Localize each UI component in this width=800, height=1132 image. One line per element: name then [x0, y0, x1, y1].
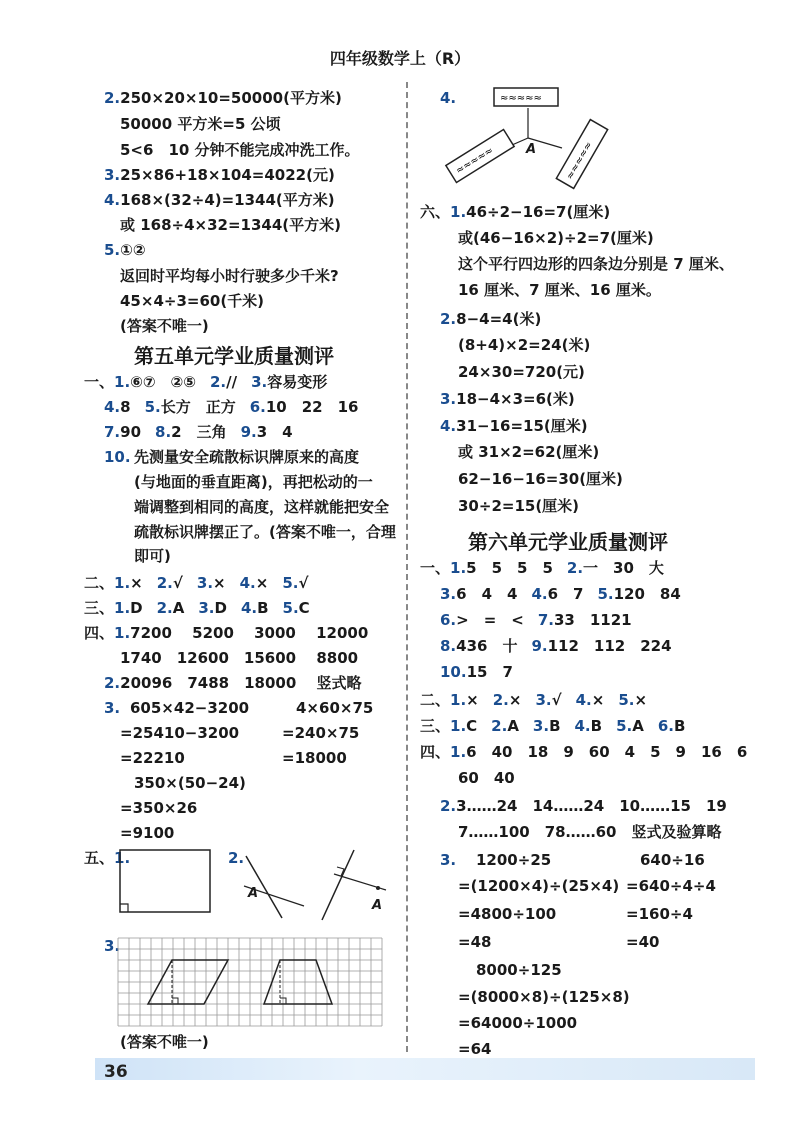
u4-3-f: =(8000×8)÷(125×8) [458, 988, 630, 1006]
right-6-1-line4: 16 厘米、7 厘米、16 厘米。 [458, 281, 661, 299]
answer-3: 3.25×86+18×104=4022(元) [104, 166, 335, 184]
section-5-2: 2. [228, 849, 245, 867]
calc-f: =9100 [120, 824, 175, 842]
right-6-2-line2: (8+4)×2=24(米) [458, 336, 591, 354]
answer-10-line1: 先测量安全疏散标识牌原来的高度 [134, 448, 360, 466]
answer-4: 4.168×(32÷4)=1344(平方米) [104, 191, 335, 209]
right-6-1: 六、1.46÷2−16=7(厘米) [420, 203, 611, 221]
answer-5-line3: 45×4÷3=60(千米) [120, 292, 265, 310]
section-1-row1: 一、1.⑥⑦ ②⑤ 2.// 3.容易变形 [84, 373, 328, 391]
section-4-3-num: 3. [104, 699, 121, 717]
rectangle-figure [118, 848, 214, 916]
answer-10-line2: (与地面的垂直距离)，再把松动的一 [134, 473, 373, 491]
u4-3-d1: =48 [458, 933, 492, 951]
section-3: 三、1.D 2.A 3.D 4.B 5.C [84, 599, 310, 617]
section-5-3: 3. [104, 937, 121, 955]
svg-text:≈≈≈≈≈: ≈≈≈≈≈ [500, 93, 542, 104]
unit-6-title: 第六单元学业质量测评 [468, 530, 668, 554]
calc-b2: =240×75 [282, 724, 360, 742]
u4-2: 2.3……24 14……24 10……15 19 [440, 797, 727, 815]
answer-10-line5: 即可) [134, 547, 171, 565]
u4-3-d2: =40 [626, 933, 660, 951]
u4-2-line2: 7……100 78……60 竖式及验算略 [458, 823, 722, 841]
right-6-4-line2: 或 31×2=62(厘米) [458, 443, 600, 461]
point-a-label-2: A [372, 898, 383, 913]
calc-a1: 605×42−3200 [130, 699, 250, 717]
u4-3-num: 3. [440, 851, 457, 869]
point-a-label-1: A [248, 886, 259, 901]
right-6-4: 4.31−16=15(厘米) [440, 417, 588, 435]
u1-row4: 8.436 十 9.112 112 224 [440, 637, 672, 655]
answer-2-line2: 50000 平方米=5 公顷 [120, 115, 281, 133]
u1-row5: 10.15 7 [440, 663, 513, 681]
answer-5-line2: 返回时平均每小时行驶多少千米? [120, 267, 339, 285]
u1-row1: 一、1.5 5 5 5 2.一 30 大 [420, 559, 664, 577]
page-header: 四年级数学上（R） [329, 49, 471, 68]
section-1-row2: 4.8 5.长方 正方 6.10 22 16 [104, 398, 359, 416]
u4-3-h: =64 [458, 1040, 492, 1058]
calc-d: 350×(50−24) [134, 774, 246, 792]
u4-3-e: 8000÷125 [476, 961, 562, 979]
u4-3-a2: 640÷16 [640, 851, 705, 869]
answer-10-num: 10. [104, 448, 131, 466]
section-4-2: 2.20096 7488 18000 竖式略 [104, 674, 362, 692]
answer-2: 2.250×20×10=50000(平方米) [104, 89, 342, 107]
answer-10-line3: 端调整到相同的高度，这样就能把安全 [134, 498, 390, 516]
right-6-1-line2: 或(46−16×2)÷2=7(厘米) [458, 229, 654, 247]
center-point-a: A [526, 142, 537, 157]
calc-e: =350×26 [120, 799, 198, 817]
section-5-note: (答案不唯一) [120, 1033, 209, 1051]
u4-3-c2: =160÷4 [626, 905, 693, 923]
right-6-1-line3: 这个平行四边形的四条边分别是 7 厘米、 [458, 255, 734, 273]
section-5-1: 五、1. [84, 849, 131, 867]
u4-3-b2: =640÷4÷4 [626, 877, 716, 895]
answer-10-line4: 疏散标识牌摆正了。(答案不唯一，合理 [134, 523, 396, 541]
grid-figure [118, 938, 390, 1028]
page-number: 36 [104, 1062, 128, 1082]
u1-row2: 3.6 4 4 4.6 7 5.120 84 [440, 585, 681, 603]
answer-5-line4: (答案不唯一) [120, 317, 209, 335]
section-4-1: 四、1.7200 5200 3000 12000 [84, 624, 369, 642]
calc-c2: =18000 [282, 749, 347, 767]
calc-b1: =25410−3200 [120, 724, 240, 742]
answer-2-line3: 5<6 10 分钟不能完成冲洗工作。 [120, 141, 360, 159]
right-6-2: 2.8−4=4(米) [440, 310, 542, 328]
u3-row: 三、1.C 2.A 3.B 4.B 5.A 6.B [420, 717, 686, 735]
u4-3-b1: =(1200×4)÷(25×4) [458, 877, 620, 895]
section-4-1-line2: 1740 12600 15600 8800 [120, 649, 359, 667]
u2-row: 二、1.× 2.× 3.√ 4.× 5.× [420, 691, 648, 709]
u4-3-c1: =4800÷100 [458, 905, 557, 923]
u4-1-line2: 60 40 [458, 769, 515, 787]
right-6-2-line3: 24×30=720(元) [458, 363, 585, 381]
answer-4-line2: 或 168÷4×32=1344(平方米) [120, 216, 342, 234]
calc-c1: =22210 [120, 749, 185, 767]
u1-row3: 6.> = < 7.33 1121 [440, 611, 632, 629]
u4-3-a1: 1200÷25 [476, 851, 552, 869]
u4-3-g: =64000÷1000 [458, 1014, 578, 1032]
calc-a2: 4×60×75 [296, 699, 374, 717]
u4-1: 四、1.6 40 18 9 60 4 5 9 16 6 [420, 743, 748, 761]
svg-text:≈≈≈≈≈: ≈≈≈≈≈ [454, 145, 496, 177]
answer-5: 5.①② [104, 241, 146, 259]
footer-band [95, 1058, 755, 1080]
right-4-num: 4. [440, 89, 457, 107]
section-2: 二、1.× 2.√ 3.× 4.× 5.√ [84, 574, 309, 592]
right-6-4-line4: 30÷2=15(厘米) [458, 497, 580, 515]
right-6-3: 3.18−4×3=6(米) [440, 390, 575, 408]
three-signs-figure [454, 86, 620, 192]
right-6-4-line3: 62−16−16=30(厘米) [458, 470, 623, 488]
column-divider [406, 82, 408, 1052]
svg-text:≈≈≈≈≈: ≈≈≈≈≈ [564, 139, 596, 182]
section-1-row3: 7.90 8.2 三角 9.3 4 [104, 423, 293, 441]
unit-5-title: 第五单元学业质量测评 [134, 344, 334, 368]
